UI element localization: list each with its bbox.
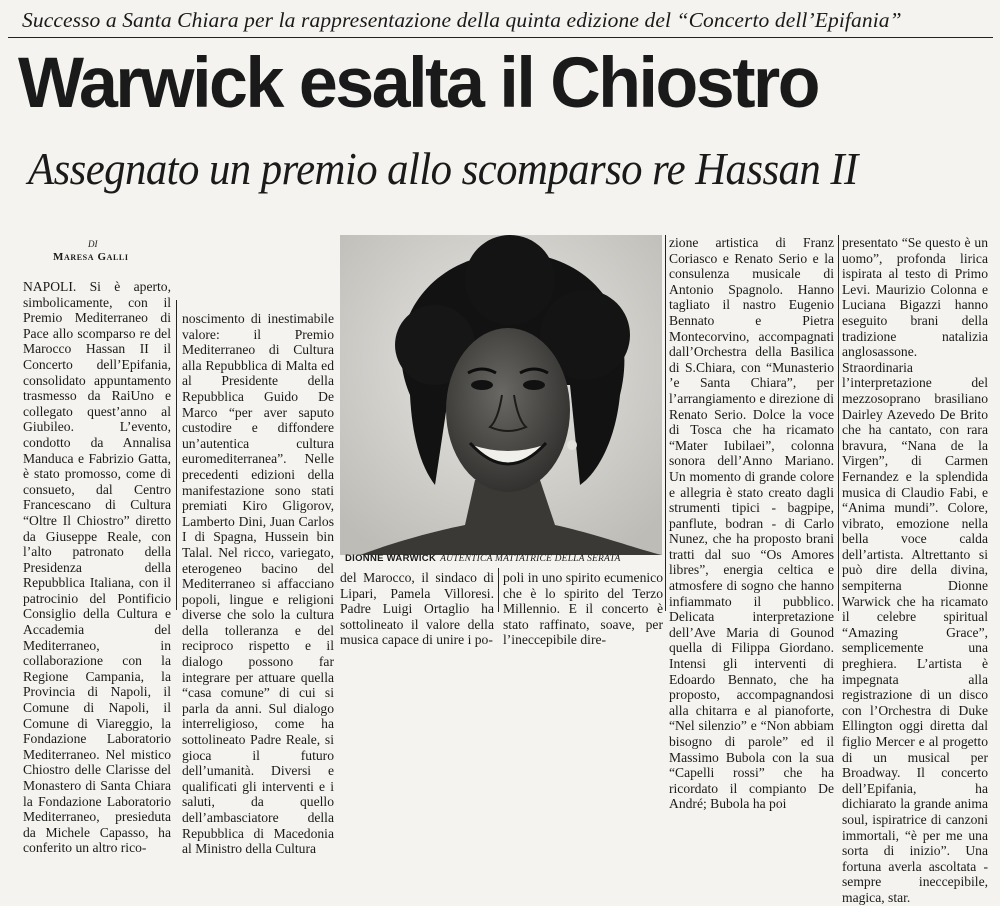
article-subheadline: Assegnato un premio allo scomparso re Hassan II xyxy=(28,143,858,194)
caption-name: DIONNE WARWICK xyxy=(345,553,437,564)
column-divider xyxy=(838,235,839,611)
text-column-1 xyxy=(23,279,171,856)
dionne-warwick-photo xyxy=(340,235,662,555)
photo-caption xyxy=(345,553,665,564)
article-kicker: Successo a Santa Chiara per la rappresentazione della quinta edizione del “Concerto dell’Epifania” xyxy=(22,8,902,32)
column-divider xyxy=(176,300,177,610)
text-column-4 xyxy=(503,570,663,648)
byline-author: Maresa Galli xyxy=(53,251,129,263)
text-column-2 xyxy=(182,311,334,857)
column-text: NAPOLI. Si è aperto, simbolicamente, con il Premio Mediterraneo di Pace allo scomparso re del Marocco Hassan II il Concerto dell’Epifania, consolidato appuntamento trasmesso da RaiUno e collegato quest’anno al Giubileo. L’evento, condotto da Annalisa Manduca e Fabrizio Gatta, è stato promosso, come di consueto, dal Centro Francescano di Cultura “Oltre Il Chiostro” diretto da Giuseppe Reale, con l’alto patronato della Presidenza della Repubblica Italiana, con il patrocinio del Pontificio Consiglio della Cultura e Accademia del Mediterraneo, in collaborazione con la Regione Campania, la Provincia di Napoli, il Comune di Napoli, il Comune di Viareggio, la Fondazione Laboratorio Mediterraneo. Nel mistico Chiostro delle Clarisse del Monastero di Santa Chiara la Fondazione Laboratorio Mediterraneo, presieduta da Michele Capasso, ha conferito un altro rico- xyxy=(23,279,171,856)
portrait-image xyxy=(340,235,662,555)
column-divider xyxy=(665,235,666,611)
byline-prefix: DI xyxy=(88,239,98,249)
caption-text: AUTENTICA MATTATRICE DELLA SERATA xyxy=(440,554,621,564)
column-text: poli in uno spirito ecumenico che è lo spirito del Terzo Millennio. E il concerto è stato raffinato, soave, per l’ineccepibile dire- xyxy=(503,570,663,648)
column-text: zione artistica di Franz Coriasco e Renato Serio e la consulenza musicale di Antonio Spagnolo. Hanno tagliato il nastro Eugenio Bennato e Pietra Montecorvino, accompagnati dall’Orchestra della Basilica di S.Chiara, con “Munasterio ’e Santa Chiara”, per l’arrangiamento e direzione di Renato Serio. Dolce la voce di Tosca che ha ricamato “Mater Iubilaei”, colonna sonora dell’Anno Mariano. Un momento di grande colore e allegria è stato creato dagli strumenti tipici - bagpipe, panflute, bodran - di Carlo Nunez, che ha proposto brani tratti dal suo “Os Amores libres”, energia celtica e atmosfere di sogno che hanno infiammato il pubblico. Delicata interpretazione dell’Ave Maria di Gounod quella di Filippa Giordano. Intensi gli interventi di Edoardo Bennato, che ha proposto, accompagnandosi alla chitarra e al pianoforte, “Nel silenzio” e “Non abbiam bisogno di parole” ed il Massimo Bubola con la sua “Capelli rossi” che ha ricordato il compianto De André; Bubola ha poi xyxy=(669,235,834,812)
column-text: del Marocco, il sindaco di Lipari, Pamela Villoresi. Padre Luigi Ortaglio ha sottolineato il valore della musica capace di unire i po- xyxy=(340,570,494,648)
column-text: presentato “Se questo è un uomo”, profonda lirica ispirata al testo di Primo Levi. Maurizio Colonna e Luciana Bigazzi hanno eseguito brani della tradizione natalizia anglosassone. Straordinaria l’interpretazione del mezzosoprano brasiliano Dairley Azevedo De Brito che ha cantato, con rara bravura, “Nana de la Virgen”, di Carmen Fernandez e la splendida musica di Claudio Fabi, e “Anima mundi”. Colore, vibrato, emozione nella bella voce calda dell’artista. Altrettanto si può dire della divina, sempiterna Dionne Warwick che ha ricamato il celebre spiritual “Amazing Grace”, semplicemente una preghiera. L’artista è impegnata alla registrazione di un disco con l’Orchestra di Duke Ellington oggi diretta dal figlio Mercer e al progetto di un musical per Broadway. Il concerto dell’Epifania, ha dichiarato la grande anima soul, ispiratrice di canzoni immortali, “è per me una sorta di inizio”. Una fortuna averla ascoltata - sempre ineccepibile, magica, star. xyxy=(842,235,988,905)
text-column-6 xyxy=(842,235,988,905)
column-divider xyxy=(498,568,499,612)
text-column-3 xyxy=(340,570,494,648)
text-column-5 xyxy=(669,235,834,812)
top-rule xyxy=(8,37,993,38)
article-headline: Warwick esalta il Chiostro xyxy=(18,44,819,123)
column-text: noscimento di inestimabile valore: il Premio Mediterraneo di Cultura alla Repubblica di Malta ed al Presidente della Repubblica Guido De Marco “per aver saputo custodire e diffondere un’autentica cultura euromediterranea”. Nelle precedenti edizioni della manifestazione sono stati premiati Kiro Gligorov, Lamberto Dini, Juan Carlos I di Spagna, Hussein bin Talal. Nel ricco, variegato, eterogeneo bacino del Mediterraneo si affacciano popoli, lingue e religioni diverse che solo la cultura della tolleranza e del reciproco rispetto e il dialogo possono far integrare per attuare quella “casa comune” di cui si parla da anni. Sul dialogo interreligioso, come ha sottolineato Padre Reale, si gioca il futuro dell’umanità. Diversi e qualificati gli interventi e i saluti, da quello dell’ambasciatore della Repubblica di Macedonia al Ministro della Cultura xyxy=(182,311,334,857)
